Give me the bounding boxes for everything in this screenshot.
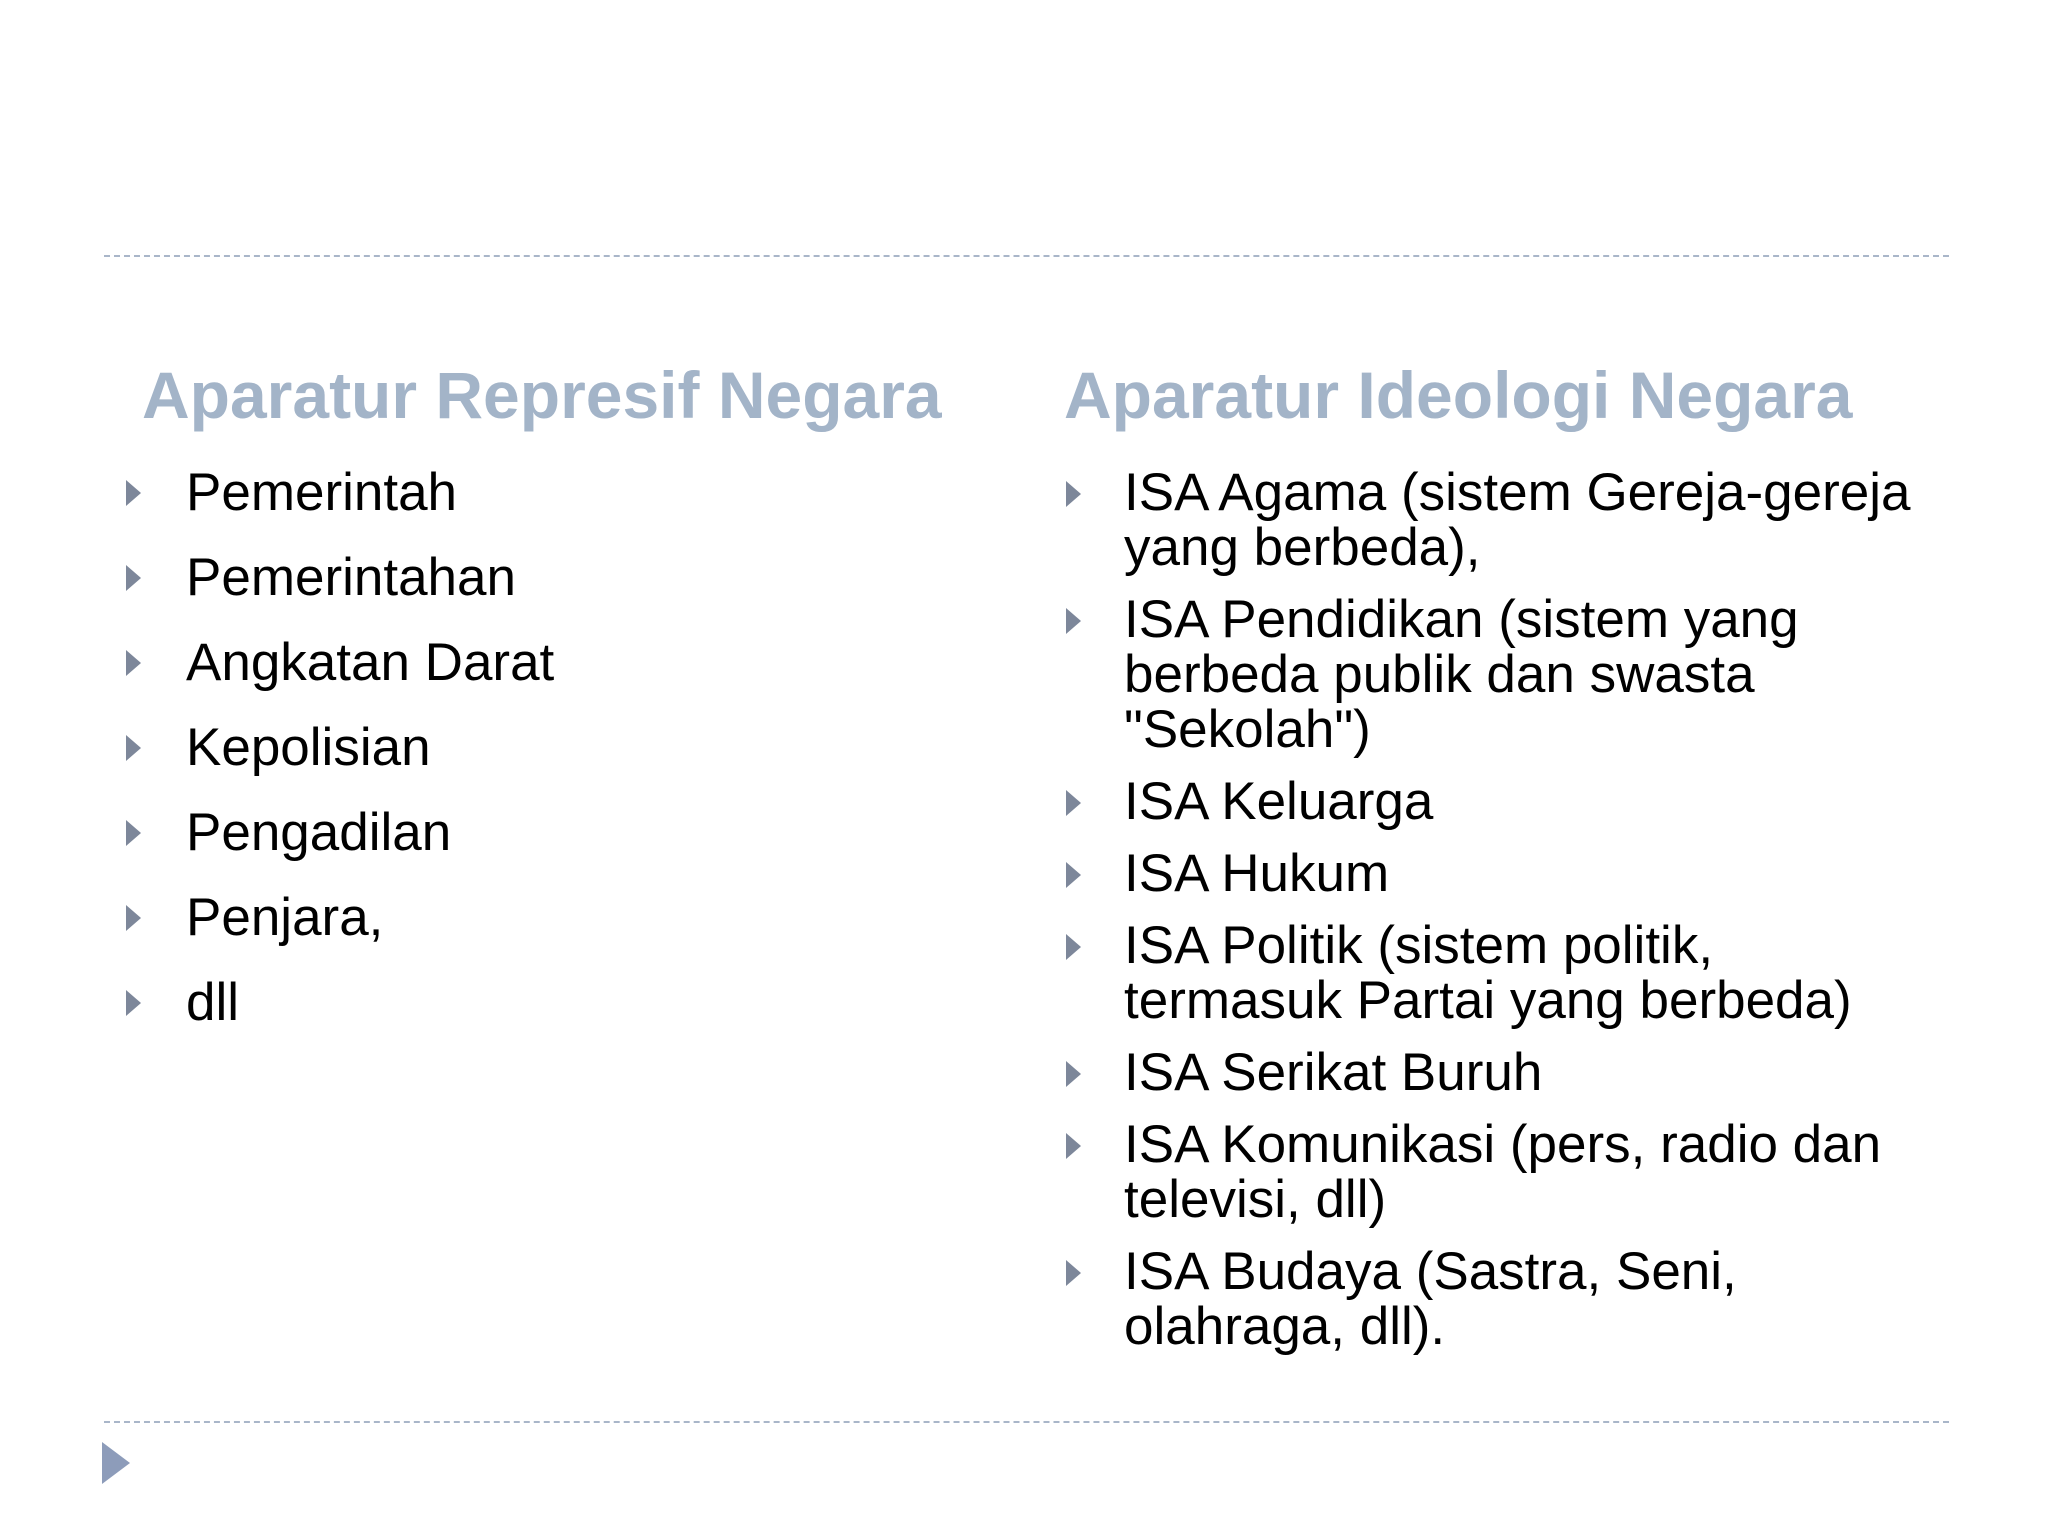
list-item-text: ISA Politik (sistem politik, termasuk Partai yang berbeda) [1124,916,1852,1030]
list-item [1060,918,1940,1028]
list-item [120,631,1000,695]
list-item [1060,592,1940,757]
triangle-bullet-icon [1066,934,1081,960]
list-item [120,971,1000,1035]
list-item-text: Kepolisian [186,718,431,777]
list-item-text: Pemerintahan [186,548,516,607]
list-item-text: Angkatan Darat [186,633,555,692]
triangle-bullet-icon [126,990,141,1016]
list-item-text: ISA Komunikasi (pers, radio dan televisi, dll) [1124,1115,1882,1229]
list-item-text: ISA Keluarga [1124,772,1434,831]
triangle-bullet-icon [1066,1061,1081,1087]
triangle-bullet-icon [1066,1133,1081,1159]
list-item-text: dll [186,973,240,1032]
triangle-bullet-icon [1066,481,1081,507]
left-column-heading: Aparatur Represif Negara [142,358,942,432]
list-item [1060,1244,1940,1354]
right-column-heading: Aparatur Ideologi Negara [1064,358,1853,432]
triangle-bullet-icon [1066,790,1081,816]
list-item-text: Pemerintah [186,463,458,522]
list-item [1060,465,1940,575]
list-item [1060,1045,1940,1100]
list-item-text: ISA Pendidikan (sistem yang berbeda publik dan swasta "Sekolah") [1124,590,1799,759]
right-bullet-list [1060,465,1940,1354]
top-dashed-divider [104,255,1949,257]
bottom-dashed-divider [104,1421,1949,1423]
list-item [1060,846,1940,901]
list-item-text: ISA Hukum [1124,844,1390,903]
triangle-bullet-icon [1066,862,1081,888]
next-slide-arrow-icon[interactable] [102,1442,130,1484]
list-item [120,461,1000,525]
triangle-bullet-icon [1066,1260,1081,1286]
triangle-bullet-icon [126,480,141,506]
list-item [120,801,1000,865]
list-item-text: ISA Budaya (Sastra, Seni, olahraga, dll). [1124,1242,1737,1356]
triangle-bullet-icon [126,565,141,591]
left-column [120,355,1000,1056]
triangle-bullet-icon [126,905,141,931]
right-column [1060,355,1940,1371]
list-item-text: ISA Agama (sistem Gereja-gereja yang berbeda), [1124,463,1911,577]
list-item [1060,774,1940,829]
triangle-bullet-icon [1066,608,1081,634]
list-item [120,546,1000,610]
left-bullet-list [120,461,1000,1035]
triangle-bullet-icon [126,650,141,676]
triangle-bullet-icon [126,820,141,846]
triangle-bullet-icon [126,735,141,761]
list-item-text: ISA Serikat Buruh [1124,1043,1543,1102]
list-item [1060,1117,1940,1227]
list-item-text: Penjara, [186,888,384,947]
list-item [120,886,1000,950]
list-item [120,716,1000,780]
list-item-text: Pengadilan [186,803,452,862]
